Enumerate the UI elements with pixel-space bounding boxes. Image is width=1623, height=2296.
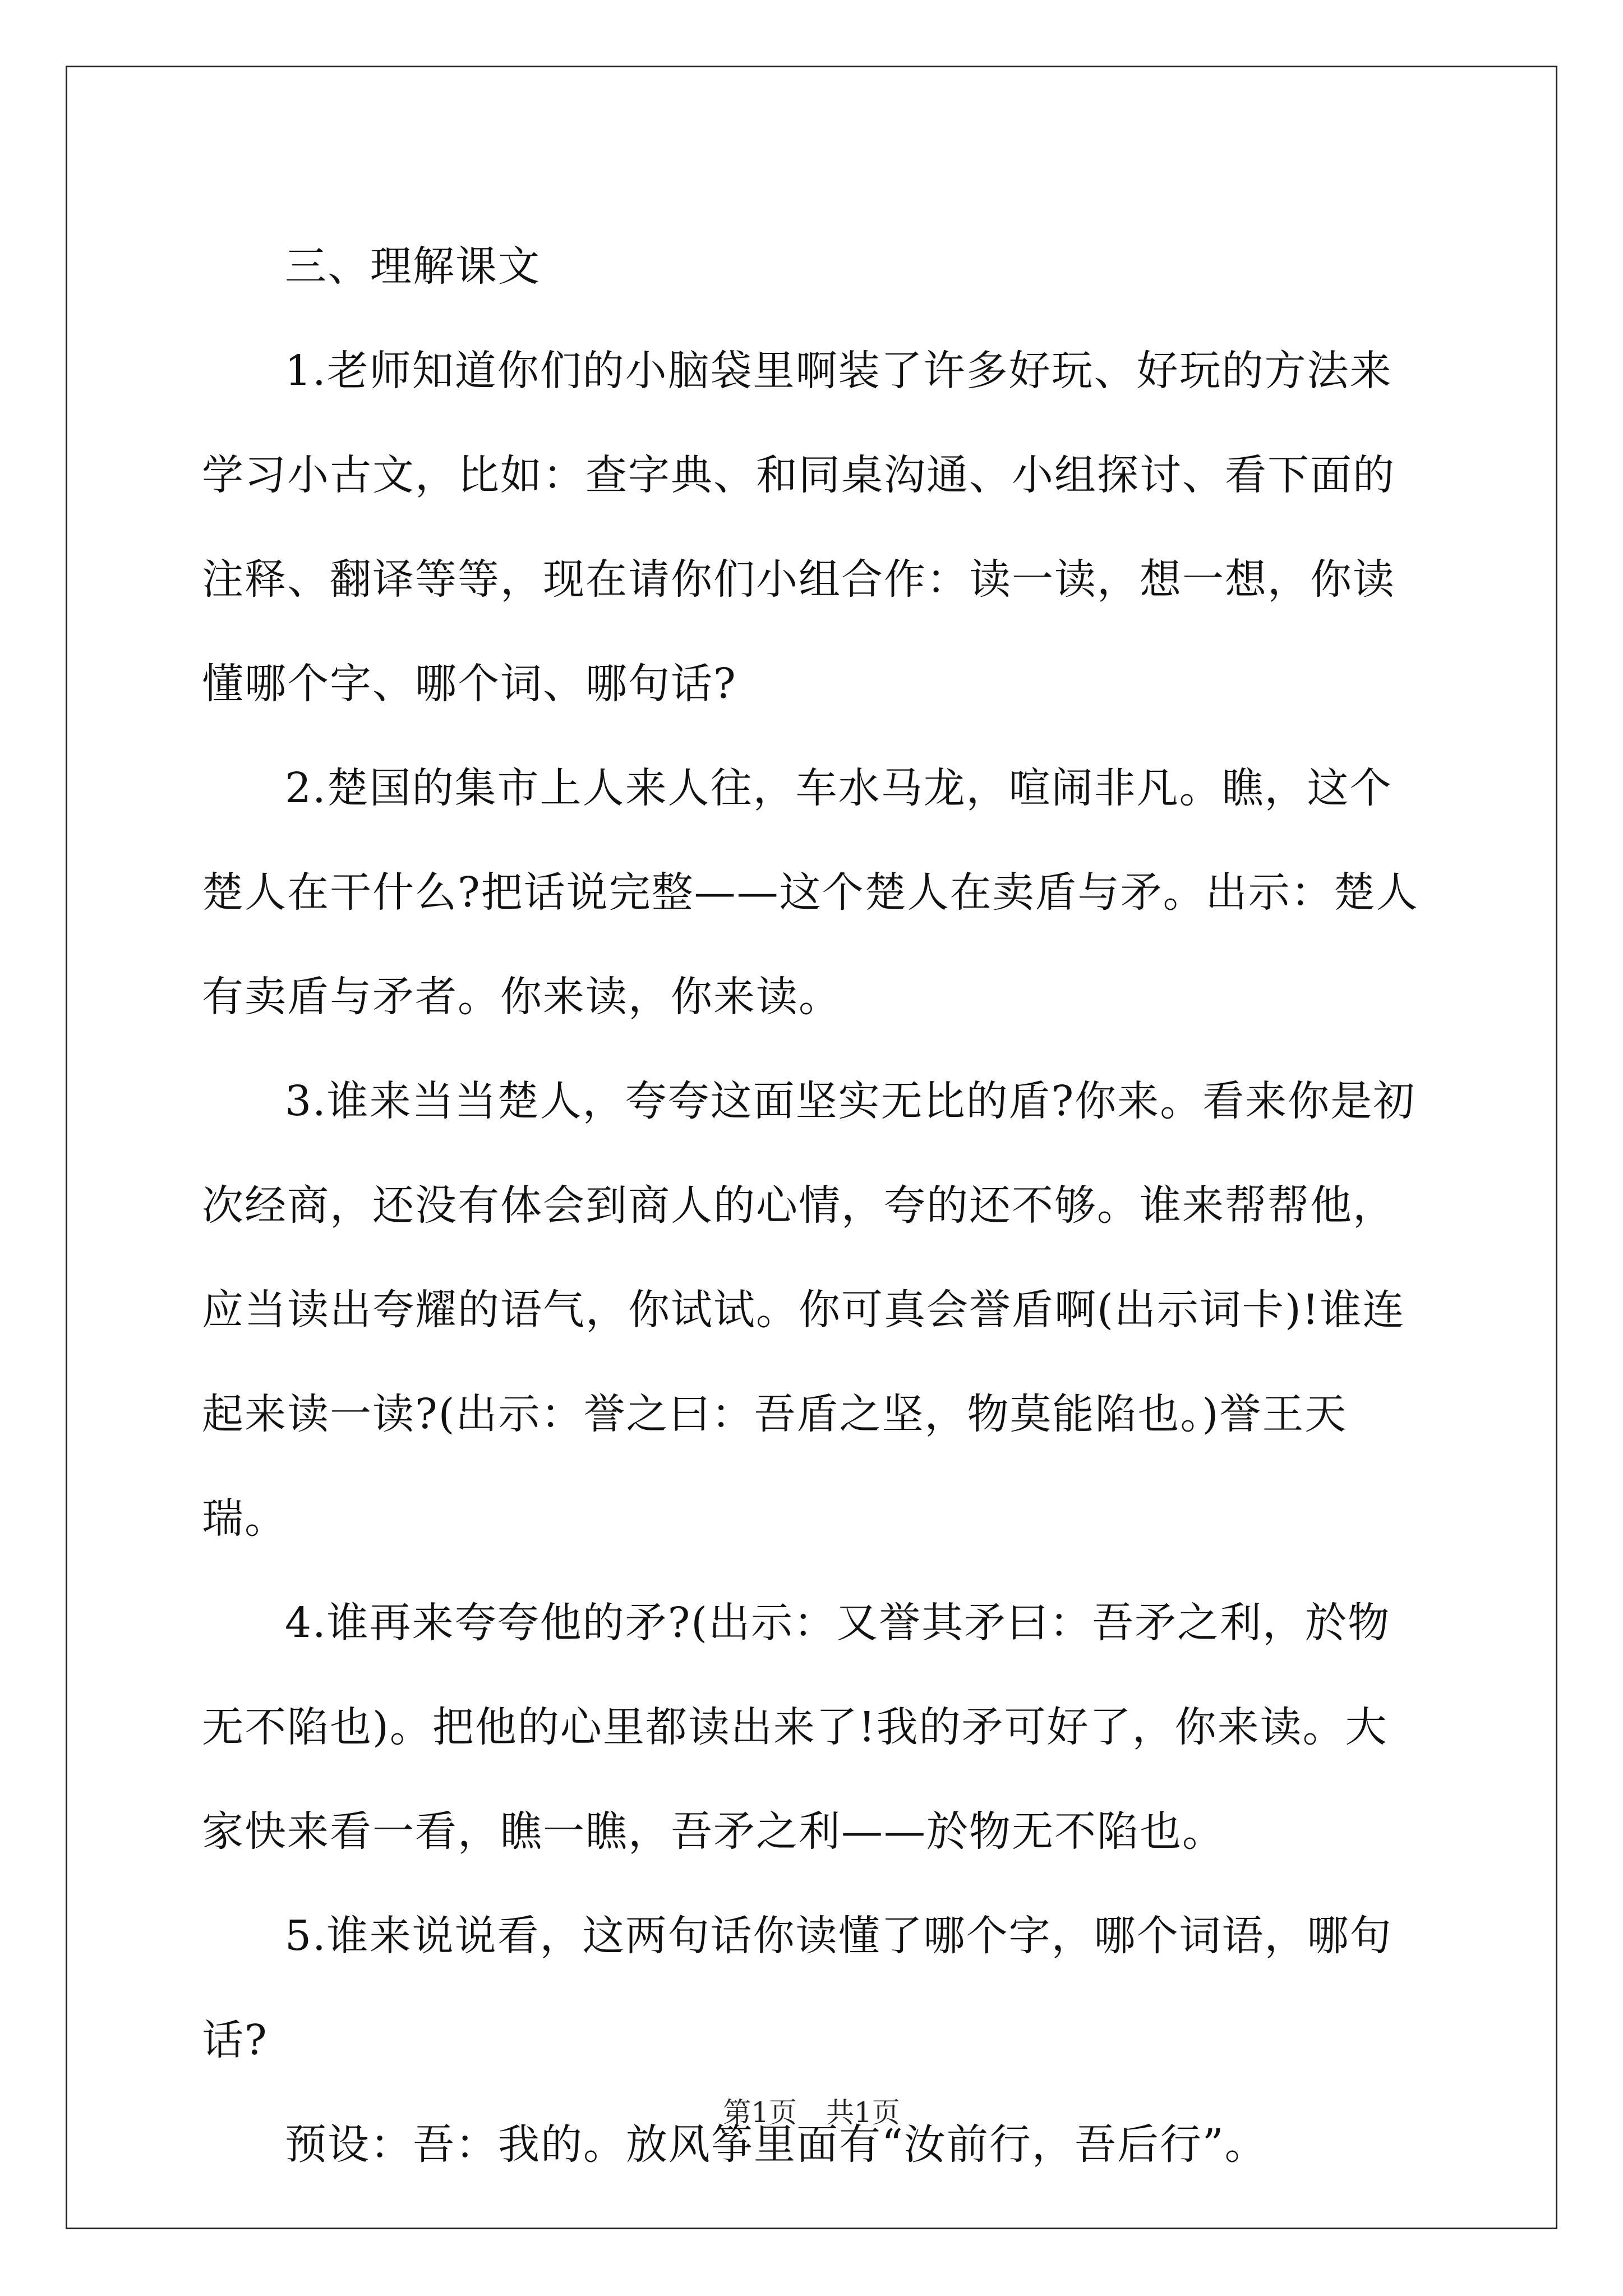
section-heading: 三、理解课文	[285, 242, 541, 291]
paragraph-1: 1.老师知道你们的小脑袋里啊装了许多好玩、好玩的方法来学习小古文，比如：查字典、和同桌沟通、小组探讨、看下面的注释、翻译等等，现在请你们小组合作：读一读，想一想，你读懂哪个字、哪个词、哪句话?	[202, 347, 1395, 708]
paragraph-6: 预设：吾：我的。放风筝里面有“汝前行，吾后行”。	[285, 2120, 1267, 2169]
page-number: 第1页	[723, 2096, 797, 2129]
paragraph-4: 4.谁再来夸夸他的矛?(出示：又誉其矛曰：吾矛之利，於物无不陷也)。把他的心里都读出来了!我的矛可好了，你来读。大家快来看一看，瞧一瞧，吾矛之利——於物无不陷也。	[202, 1599, 1391, 1856]
paragraph-2: 2.楚国的集市上人来人往，车水马龙，喧闹非凡。瞧，这个楚人在干什么?把话说完整——这个楚人在卖盾与矛。出示：楚人有卖盾与矛者。你来读，你来读。	[202, 764, 1419, 1021]
paragraph-5: 5.谁来说说看，这两句话你读懂了哪个字，哪个词语，哪句话?	[202, 1912, 1393, 2064]
page-total: 共1页	[826, 2096, 900, 2129]
paragraph-3: 3.谁来当当楚人，夸夸这面坚实无比的盾?你来。看来你是初次经商，还没有体会到商人的心情，夸的还不够。谁来帮帮他，应当读出夸耀的语气，你试试。你可真会誉盾啊(出示词卡)!谁连起来读一读?(出示：誉之曰：吾盾之坚，物莫能陷也。)誉王天瑞。	[202, 1077, 1416, 1543]
page-footer	[0, 2090, 1623, 2131]
document-body	[202, 214, 1430, 2197]
